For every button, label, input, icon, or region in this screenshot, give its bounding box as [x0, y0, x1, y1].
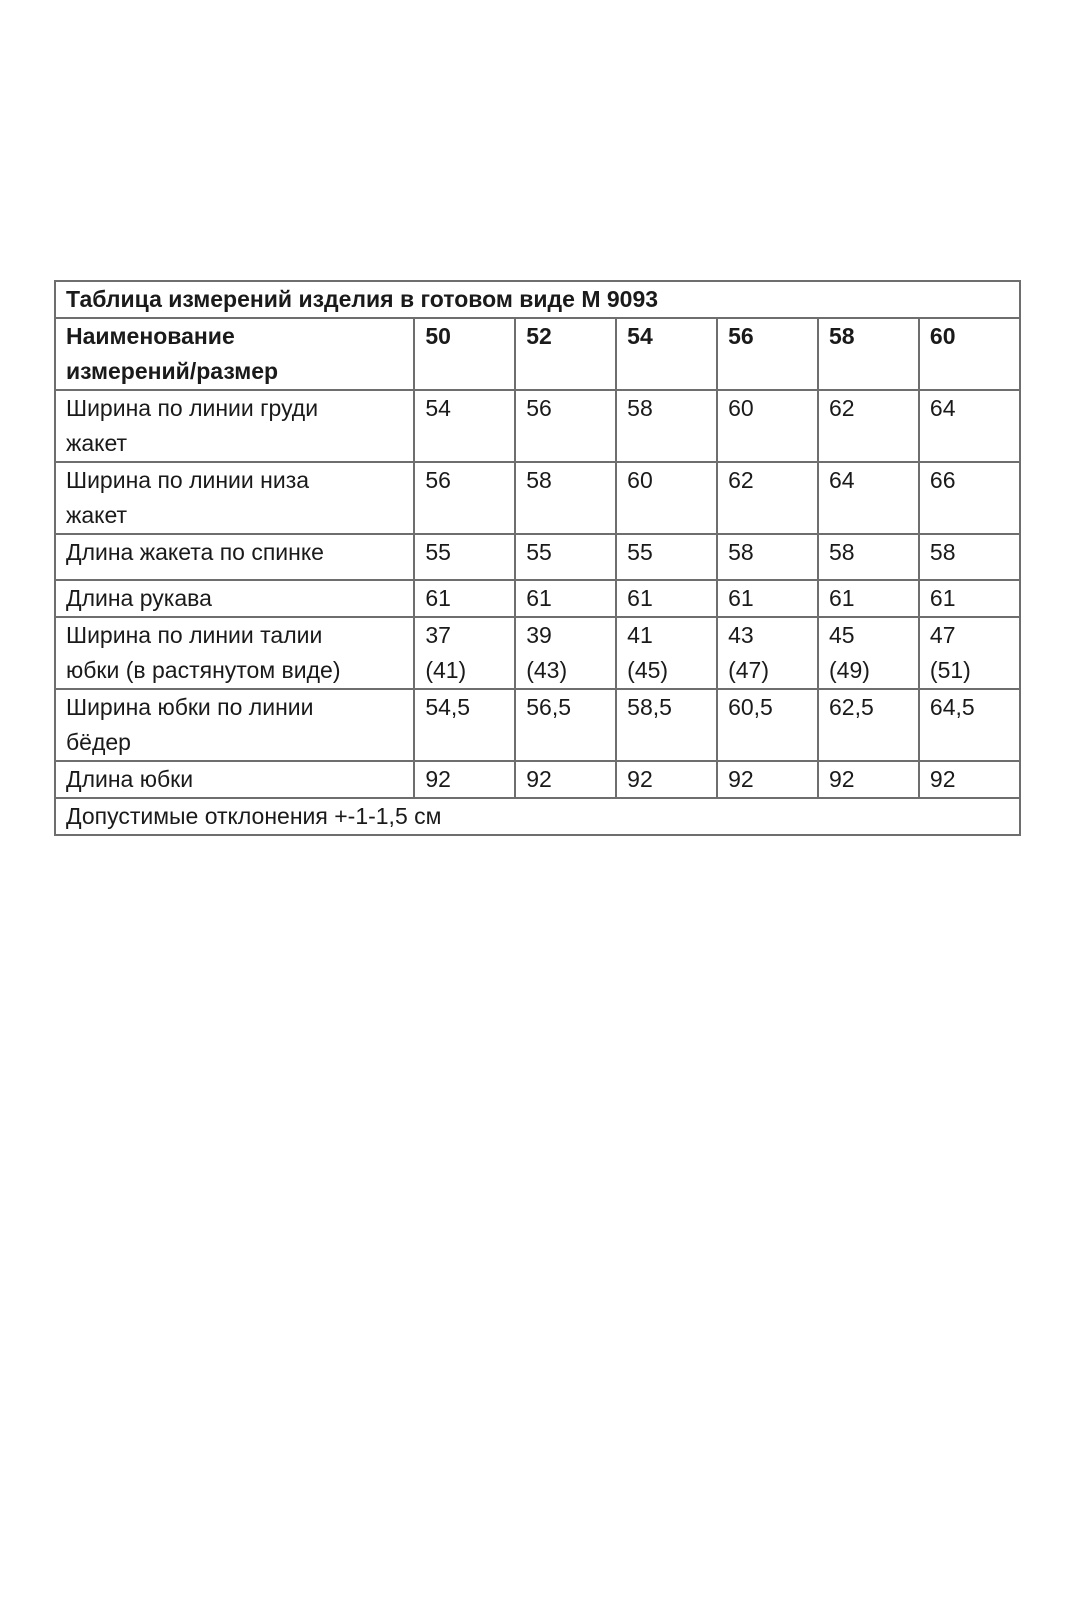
- table-cell: 61: [818, 580, 919, 617]
- table-cell: 58: [616, 390, 717, 462]
- table-cell: 55: [616, 534, 717, 580]
- table-cell: 37 (41): [414, 617, 515, 689]
- table-cell: 54,5: [414, 689, 515, 761]
- table-cell: 61: [919, 580, 1020, 617]
- table-cell: 61: [616, 580, 717, 617]
- table-cell: 64: [919, 390, 1020, 462]
- measurement-table: [54, 280, 1021, 836]
- table-cell: 39 (43): [515, 617, 616, 689]
- table-cell: 62,5: [818, 689, 919, 761]
- table-row: [55, 580, 1020, 617]
- table-cell: 92: [818, 761, 919, 798]
- table-cell: 60: [616, 462, 717, 534]
- table-cell: 56: [515, 390, 616, 462]
- table-cell: 66: [919, 462, 1020, 534]
- table-cell: 64,5: [919, 689, 1020, 761]
- table-cell: 64: [818, 462, 919, 534]
- table-cell: 92: [717, 761, 818, 798]
- table-cell: 47 (51): [919, 617, 1020, 689]
- table-row: [55, 390, 1020, 462]
- row-label: Ширина по линии груди жакет: [55, 390, 414, 462]
- size-header-60: 60: [919, 318, 1020, 390]
- table-cell: 55: [414, 534, 515, 580]
- table-row: [55, 534, 1020, 580]
- row-label: Ширина юбки по линии бёдер: [55, 689, 414, 761]
- table-cell: 61: [515, 580, 616, 617]
- size-header-56: 56: [717, 318, 818, 390]
- table-cell: 58: [919, 534, 1020, 580]
- table-cell: 92: [414, 761, 515, 798]
- row-label: Ширина по линии талии юбки (в растянутом виде): [55, 617, 414, 689]
- table-note-row: [55, 798, 1020, 835]
- row-label: Длина рукава: [55, 580, 414, 617]
- table-header-row: [55, 318, 1020, 390]
- table-row: [55, 689, 1020, 761]
- table-cell: 41 (45): [616, 617, 717, 689]
- table-cell: 62: [717, 462, 818, 534]
- table-cell: 58,5: [616, 689, 717, 761]
- table-row: [55, 462, 1020, 534]
- table-cell: 55: [515, 534, 616, 580]
- table-cell: 92: [919, 761, 1020, 798]
- size-header-54: 54: [616, 318, 717, 390]
- table-cell: 61: [414, 580, 515, 617]
- table-cell: 58: [515, 462, 616, 534]
- table-cell: 58: [717, 534, 818, 580]
- table-cell: 43 (47): [717, 617, 818, 689]
- table-cell: 92: [515, 761, 616, 798]
- row-label: Длина юбки: [55, 761, 414, 798]
- table-title-row: [55, 281, 1020, 318]
- size-header-50: 50: [414, 318, 515, 390]
- tolerance-note: Допустимые отклонения +-1-1,5 см: [55, 798, 1020, 835]
- table-row: [55, 617, 1020, 689]
- table-cell: 61: [717, 580, 818, 617]
- header-label: Наименование измерений/размер: [55, 318, 414, 390]
- table-cell: 58: [818, 534, 919, 580]
- table-title: Таблица измерений изделия в готовом виде М 9093: [55, 281, 1020, 318]
- table-cell: 56,5: [515, 689, 616, 761]
- table-cell: 62: [818, 390, 919, 462]
- table-cell: 56: [414, 462, 515, 534]
- row-label: Длина жакета по спинке: [55, 534, 414, 580]
- table-cell: 60,5: [717, 689, 818, 761]
- table-row: [55, 761, 1020, 798]
- table-cell: 54: [414, 390, 515, 462]
- size-header-52: 52: [515, 318, 616, 390]
- table-cell: 60: [717, 390, 818, 462]
- size-header-58: 58: [818, 318, 919, 390]
- table-cell: 92: [616, 761, 717, 798]
- row-label: Ширина по линии низа жакет: [55, 462, 414, 534]
- table-cell: 45 (49): [818, 617, 919, 689]
